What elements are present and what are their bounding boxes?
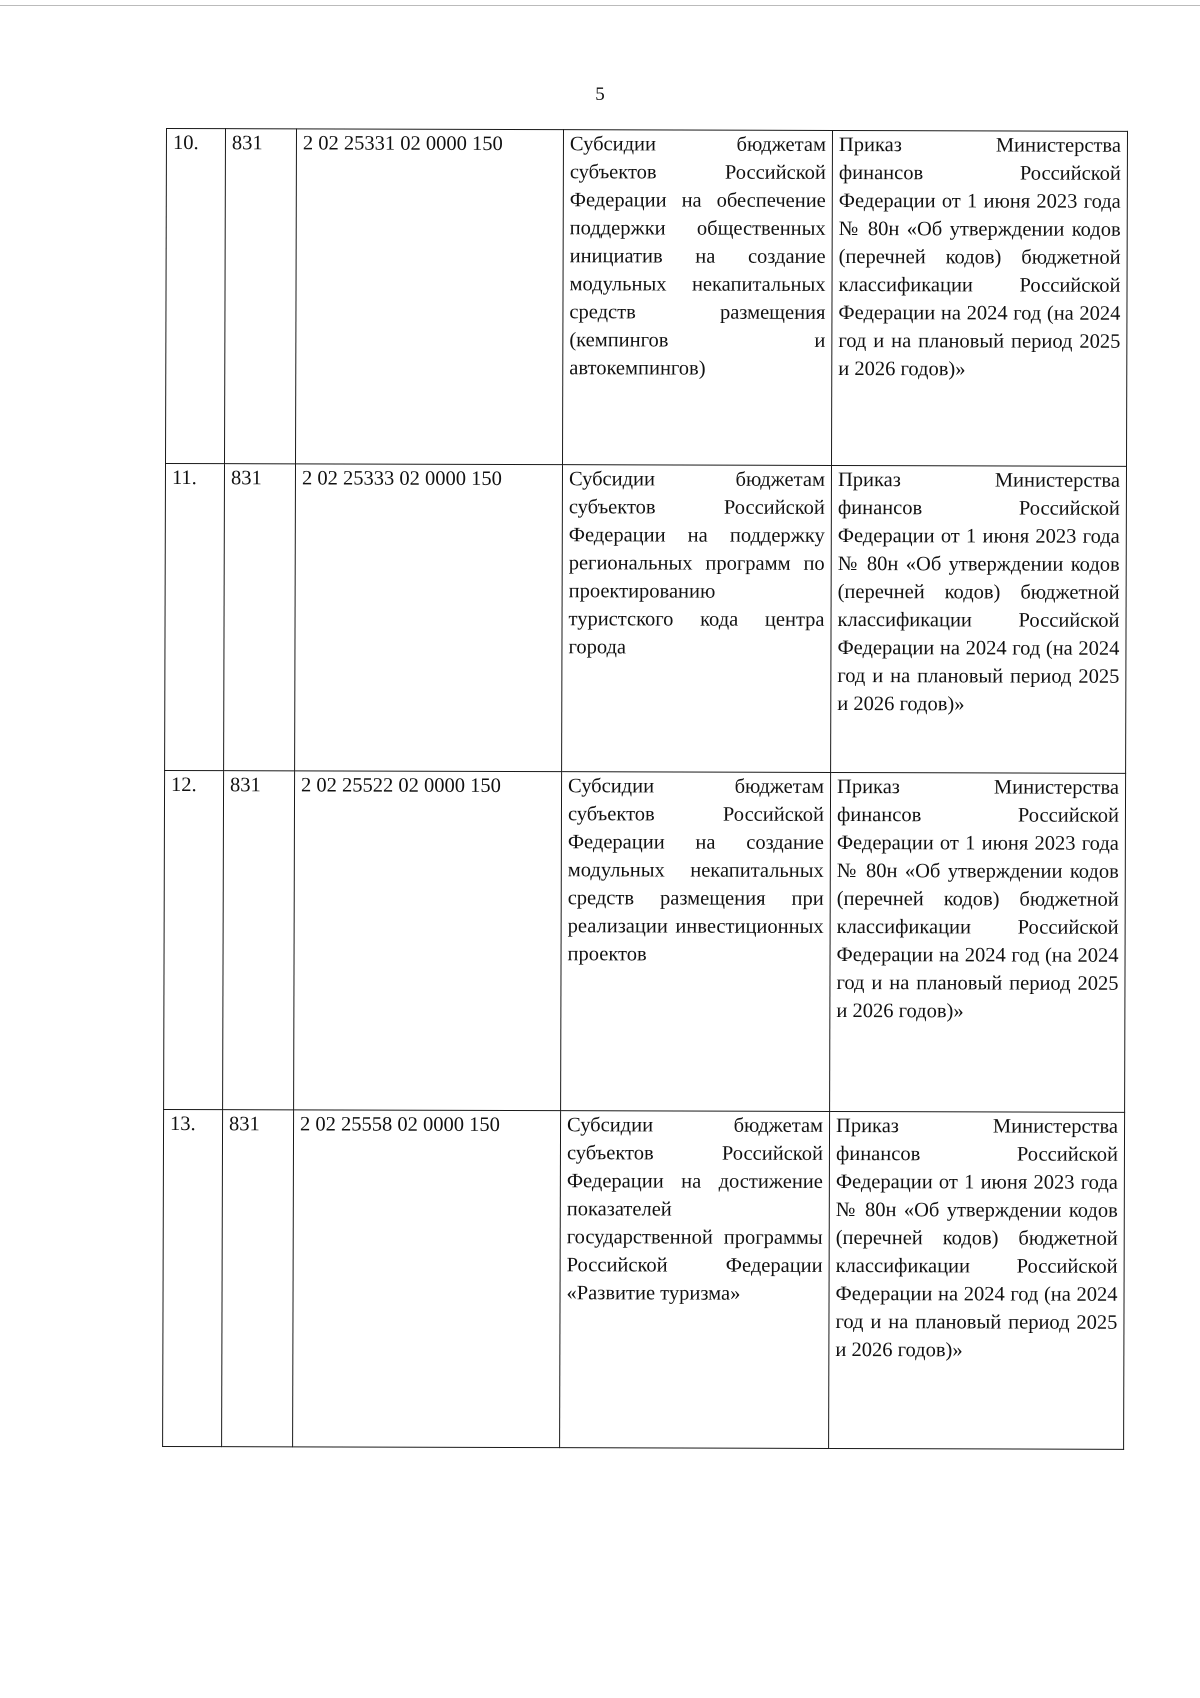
- table-row: [165, 464, 1127, 774]
- legal-basis-text: Приказ Министерства финансов Российской Федерации от 1 июня 2023 года № 80н «Об утверждении кодов (перечней кодов) бюджетной классификации Российской Федерации на 2024 год (на 2024 год и на плановый период 2025 и 2026 годов)»: [835, 1114, 1119, 1362]
- admin-code-cell: 831: [225, 129, 297, 464]
- budget-codes-table: [162, 128, 1128, 1450]
- description-cell: [563, 130, 833, 466]
- table-row: [166, 129, 1128, 467]
- budget-code-cell: 2 02 25558 02 0000 150: [293, 1110, 561, 1448]
- budget-code-cell: 2 02 25522 02 0000 150: [294, 771, 562, 1111]
- legal-basis-text: Приказ Министерства финансов Российской Федерации от 1 июня 2023 года № 80н «Об утверждении кодов (перечней кодов) бюджетной классификации Российской Федерации на 2024 год (на 2024 год и на плановый период 2025 и 2026 годов)»: [836, 775, 1120, 1023]
- table-row: [163, 1109, 1125, 1449]
- legal-basis-text: Приказ Министерства финансов Российской Федерации от 1 июня 2023 года № 80н «Об утверждении кодов (перечней кодов) бюджетной классификации Российской Федерации на 2024 год (на 2024 год и на плановый период 2025 и 2026 годов)»: [838, 133, 1121, 381]
- description-cell: [560, 1111, 830, 1449]
- description-text: Субсидии бюджетам субъектов Российской Федерации на поддержку региональных программ по проектированию туристского кода центра города: [568, 468, 825, 659]
- page-number: 5: [595, 84, 605, 105]
- row-number-cell: 10.: [166, 129, 226, 464]
- table-row: [164, 770, 1126, 1112]
- scan-edge-line: [0, 5, 1200, 6]
- description-text: Субсидии бюджетам субъектов Российской Федерации на обеспечение поддержки общественных инициатив на создание модульных некапитальных средств размещения (кемпингов и автокемпингов): [569, 133, 826, 380]
- admin-code-cell: 831: [223, 771, 295, 1110]
- row-number-cell: 12.: [164, 770, 224, 1109]
- description-text: Субсидии бюджетам субъектов Российской Федерации на создание модульных некапитальных средств размещения при реализации инвестиционных проектов: [567, 775, 825, 966]
- legal-basis-cell: [831, 465, 1127, 773]
- description-text: Субсидии бюджетам субъектов Российской Федерации на достижение показателей государственной программы Российской Федерации «Развитие туризма»: [566, 1114, 824, 1305]
- row-number-cell: 13.: [163, 1109, 223, 1446]
- budget-code-cell: 2 02 25333 02 0000 150: [295, 464, 563, 772]
- description-cell: [561, 772, 831, 1112]
- admin-code-cell: 831: [222, 1110, 294, 1447]
- admin-code-cell: 831: [224, 464, 296, 771]
- legal-basis-cell: [832, 130, 1128, 466]
- description-cell: [562, 465, 832, 773]
- row-number-cell: 11.: [165, 464, 225, 771]
- document-sheet: [162, 128, 1128, 1450]
- budget-code-cell: 2 02 25331 02 0000 150: [296, 129, 564, 465]
- legal-basis-text: Приказ Министерства финансов Российской Федерации от 1 июня 2023 года № 80н «Об утверждении кодов (перечней кодов) бюджетной классификации Российской Федерации на 2024 год (на 2024 год и на плановый период 2025 и 2026 годов)»: [837, 468, 1120, 716]
- legal-basis-cell: [830, 772, 1126, 1112]
- legal-basis-cell: [829, 1111, 1125, 1449]
